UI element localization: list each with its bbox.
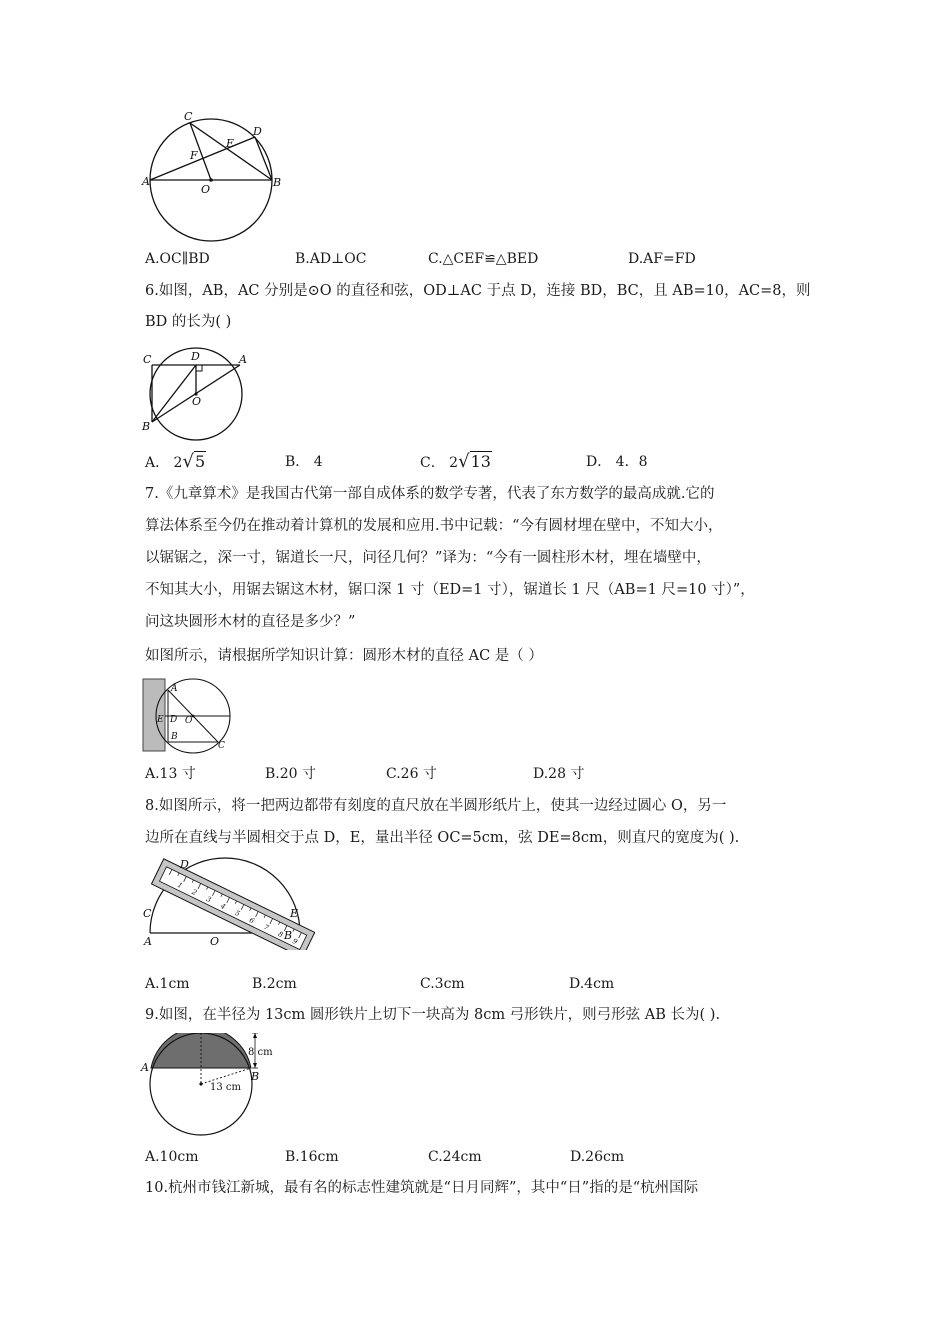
ruler-tick-label: 1 xyxy=(176,880,184,891)
q9-stem-line1: 9.如图，在半径为 13cm 圆形铁片上切下一块高为 8cm 弓形铁片，则弓形弦 AB 长为( ). xyxy=(145,1007,721,1023)
q7-option-d[interactable]: D.28 寸 xyxy=(533,766,585,782)
q7-option-c[interactable]: C.26 寸 xyxy=(386,766,437,782)
q8-option-a[interactable]: A.1cm xyxy=(145,976,190,992)
q8-stem-line1: 8.如图所示，将一把两边都带有刻度的直尺放在半圆形纸片上，使其一边经过圆心 O，另一 xyxy=(145,798,727,814)
q8-label-a: A xyxy=(144,935,152,948)
q7-option-a[interactable]: A.13 寸 xyxy=(145,766,196,782)
q7-stem-line3: 以锯锯之，深一寸，锯道长一尺，问径几何？”译为：“今有一圆柱形木材，埋在墙壁中， xyxy=(145,550,711,566)
q7-stem-line1: 7.《九章算术》是我国古代第一部自成体系的数学专著，代表了东方数学的最高成就.它的 xyxy=(145,486,715,502)
q6-option-b[interactable]: B． 4 xyxy=(285,454,323,470)
q7-label-b: B xyxy=(171,732,178,742)
q6-figure xyxy=(140,340,250,445)
q7-label-c: C xyxy=(218,741,225,751)
q6-label-c: C xyxy=(143,353,152,366)
q5-option-b[interactable]: B.AD⊥OC xyxy=(295,251,367,267)
sqrt-symbol: √13 xyxy=(458,451,491,472)
q5-label-e: E xyxy=(226,137,235,150)
ruler-tick-label: 6 xyxy=(248,916,256,926)
q6-option-a-radicand: 5 xyxy=(194,452,206,471)
q6-stem-line1: 6.如图，AB，AC 分别是⊙O 的直径和弦，OD⊥AC 于点 D，连接 BD，BC，且 AB=10，AC=8，则 xyxy=(145,283,811,299)
q5-option-a[interactable]: A.OC∥BD xyxy=(145,251,210,267)
q7-stem-line4: 不知其大小，用锯去锯这木材，锯口深 1 寸（ED=1 寸），锯道长 1 尺（AB=1 尺=10 寸）”， xyxy=(145,582,755,598)
q8-label-e: E xyxy=(290,907,299,920)
q7-stem-line5: 问这块圆形木材的直径是多少？” xyxy=(145,614,356,630)
q10-stem-line1: 10.杭州市钱江新城，最有名的标志性建筑就是“日月同辉”，其中“日”指的是“杭州国际 xyxy=(145,1180,699,1196)
ruler-tick-label: 7 xyxy=(262,923,270,933)
q9-label-a: A xyxy=(141,1061,149,1074)
q6-label-d: D xyxy=(191,350,200,363)
q8-option-c[interactable]: C.3cm xyxy=(420,976,465,992)
ruler-tick-label: 5 xyxy=(233,909,242,919)
q6-stem-line2: BD 的长为( ) xyxy=(145,314,232,330)
q5-label-f: F xyxy=(190,149,198,162)
q9-option-c[interactable]: C.24cm xyxy=(428,1149,482,1165)
ruler-tick-label: 8 xyxy=(276,930,285,940)
q5-option-c[interactable]: C.△CEF≌△BED xyxy=(428,251,539,267)
sqrt-symbol: √5 xyxy=(182,451,206,472)
q5-label-c: C xyxy=(184,110,193,123)
q8-label-c: C xyxy=(143,907,152,920)
q5-label-d: D xyxy=(253,125,262,138)
q5-label-o: O xyxy=(201,183,211,196)
q7-stem-line6: 如图所示，请根据所学知识计算：圆形木材的直径 AC 是（ ） xyxy=(145,648,543,664)
q7-option-b[interactable]: B.20 寸 xyxy=(265,766,317,782)
ruler-tick-label: 3 xyxy=(204,895,213,905)
q9-option-a[interactable]: A.10cm xyxy=(145,1149,199,1165)
q5-figure xyxy=(140,108,290,248)
ruler-tick-label: 4 xyxy=(219,902,227,912)
q8-label-o: O xyxy=(210,935,220,948)
q7-figure xyxy=(140,676,240,756)
q5-label-a: A xyxy=(142,175,150,188)
q7-label-d: D xyxy=(170,715,178,725)
q5-label-b: B xyxy=(273,176,282,189)
q6-option-d[interactable]: D． 4．8 xyxy=(586,454,648,470)
ruler-tick-label: 9 xyxy=(291,937,299,947)
q6-option-c-radicand: 13 xyxy=(470,452,491,471)
q7-label-a: A xyxy=(171,684,178,694)
q7-label-o: O xyxy=(185,716,193,726)
q9-label-b: B xyxy=(251,1070,260,1083)
q8-option-b[interactable]: B.2cm xyxy=(252,976,297,992)
q6-option-c-prefix: C． 2 xyxy=(420,455,459,471)
q8-label-b: B xyxy=(284,929,293,942)
q9-label-radius: 13 cm xyxy=(210,1082,241,1093)
q6-label-o: O xyxy=(192,395,202,408)
q9-label-height: 8 cm xyxy=(248,1047,273,1058)
q9-figure xyxy=(140,1033,285,1143)
ruler-tick-label: 2 xyxy=(190,887,199,898)
q9-option-b[interactable]: B.16cm xyxy=(285,1149,339,1165)
q5-option-d[interactable]: D.AF=FD xyxy=(628,251,696,267)
q6-label-b: B xyxy=(142,420,151,433)
q6-option-c[interactable] xyxy=(420,452,492,473)
q6-label-a: A xyxy=(239,353,247,366)
q6-option-a[interactable] xyxy=(145,452,206,473)
q9-option-d[interactable]: D.26cm xyxy=(570,1149,625,1165)
q6-option-a-prefix: A． 2 xyxy=(145,455,183,471)
q8-label-d: D xyxy=(180,858,189,871)
q7-stem-line2: 算法体系至今仍在推动着计算机的发展和应用.书中记载：“今有圆材埋在壁中，不知大小， xyxy=(145,518,723,534)
q8-stem-line2: 边所在直线与半圆相交于点 D，E，量出半径 OC=5cm，弦 DE=8cm，则直尺的宽度为( ). xyxy=(145,830,740,846)
q7-label-e: E xyxy=(157,715,164,725)
q8-figure xyxy=(140,855,315,950)
q8-option-d[interactable]: D.4cm xyxy=(569,976,615,992)
